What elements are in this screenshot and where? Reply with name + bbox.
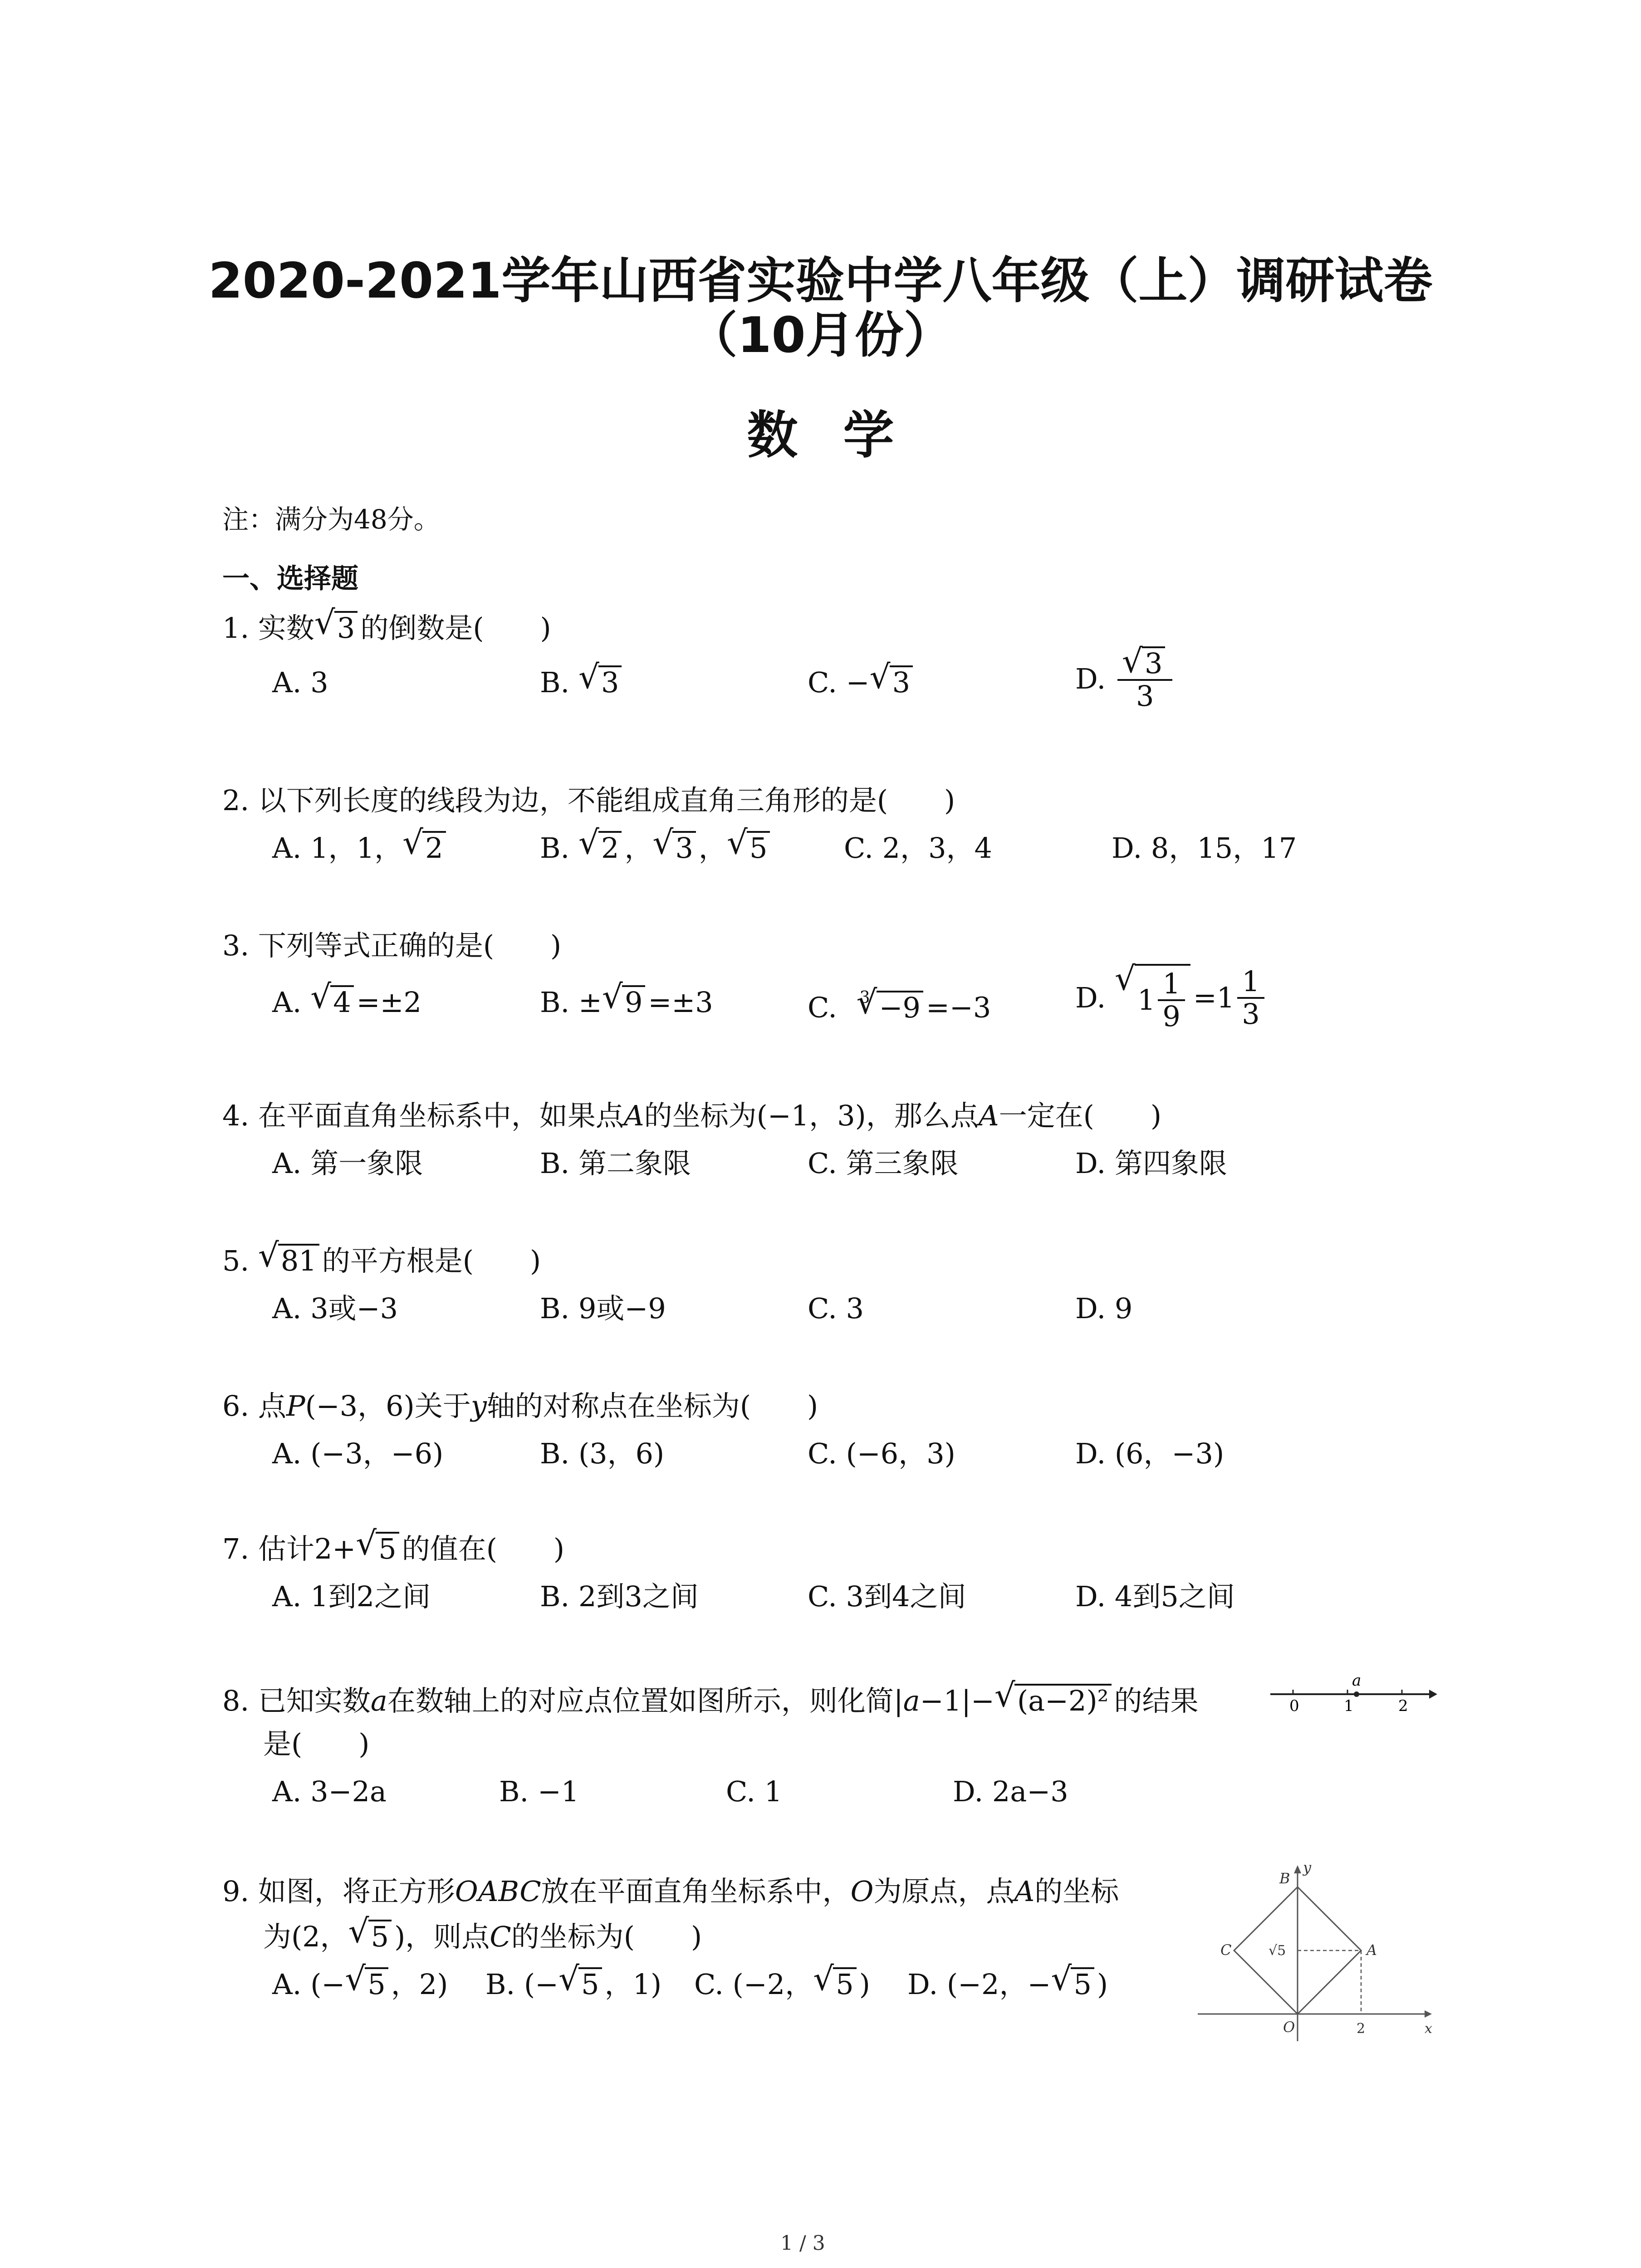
q8-stem-b: 在数轴上的对应点位置如图所示，则化简| (387, 1684, 903, 1717)
q3-d-numerator: 1 (1158, 968, 1185, 1001)
q3-option-a (272, 982, 421, 1023)
sqrt-symbol (727, 828, 770, 869)
label-a: A (1367, 1941, 1377, 1959)
question-7 (222, 1529, 564, 1569)
q8-stem-a: 8. 已知实数 (222, 1684, 371, 1717)
q1-option-b (540, 662, 624, 703)
q1-prefix: 1. 实数 (222, 611, 314, 645)
q9-stem-a: 9. 如图，将正方形 (222, 1875, 455, 1908)
q9-var: OABC (455, 1875, 541, 1908)
q3-d-label: D. (1075, 981, 1106, 1015)
q6-option-c: C. (−6，3) (808, 1437, 955, 1470)
q3-c-root-index: 3 (859, 988, 870, 1007)
q6-var: y (470, 1389, 487, 1422)
exam-title-month: （10月份） (688, 307, 953, 364)
q9-c-radicand: 5 (833, 1967, 856, 2000)
q9-option-a (272, 1964, 448, 2005)
sqrt-symbol (602, 982, 645, 1023)
q6-option-a: A. (−3，−6) (272, 1437, 444, 1470)
sqrt-symbol (578, 828, 622, 869)
q8-option-d: D. 2a−3 (953, 1775, 1068, 1808)
q9-var: O (850, 1875, 874, 1908)
q3-b-label: B. ± (540, 986, 602, 1019)
q9-stem-c: 为原点，点 (873, 1875, 1014, 1908)
q3-option-b (540, 982, 713, 1023)
sqrt-symbol (994, 1681, 1112, 1721)
sqrt-symbol (1115, 964, 1190, 1032)
q7-suffix: 的值在( ) (402, 1532, 565, 1565)
q4-stem-c: 一定在( ) (999, 1099, 1162, 1132)
q4-option-b: B. 第二象限 (540, 1147, 691, 1180)
arrow-icon (1429, 1690, 1437, 1699)
q2-b-separator: ， (698, 831, 727, 865)
subject-title: 数学 (747, 406, 940, 465)
fraction (1237, 966, 1264, 1030)
q7-radicand: 5 (376, 1532, 399, 1564)
q4-option-d: D. 第四象限 (1075, 1147, 1227, 1180)
q8-option-a: A. 3−2a (272, 1775, 387, 1808)
point-a (1354, 1691, 1359, 1697)
q2-a-radicand: 2 (422, 831, 446, 864)
q5-prefix: 5. (222, 1244, 250, 1277)
q9-option-c (694, 1964, 870, 2005)
q9-a-radicand: 5 (365, 1967, 388, 2000)
q5-option-d: D. 9 (1075, 1292, 1133, 1325)
label-2: 2 (1357, 2021, 1366, 2037)
q9-var: A (1014, 1875, 1035, 1908)
sqrt-symbol (348, 1916, 392, 1957)
q9-line2-c: 的坐标为( ) (511, 1920, 702, 1953)
q7-option-b: B. 2到3之间 (540, 1580, 699, 1613)
q6-option-b: B. (3，6) (540, 1437, 665, 1470)
q9-b-label: B. (− (485, 1968, 559, 2001)
q1-c-label: C. − (808, 666, 870, 699)
tick-label-1: 1 (1344, 1697, 1354, 1715)
sqrt-symbol (1051, 1964, 1094, 2005)
q8-stem-c: −1|− (920, 1684, 994, 1717)
q4-option-c: C. 第三象限 (808, 1147, 959, 1180)
q8-var: a (370, 1684, 387, 1717)
sqrt-symbol (345, 1964, 388, 2005)
sqrt-symbol (356, 1529, 399, 1569)
tick-label-0: 0 (1289, 1697, 1299, 1715)
sqrt-symbol (402, 828, 446, 869)
q3-d-denominator-2: 3 (1242, 997, 1260, 1031)
question-1 (222, 608, 551, 649)
label-c: C (1220, 1941, 1232, 1959)
q9-line2-a: 为(2， (263, 1920, 348, 1953)
q9-d-tail: ) (1097, 1968, 1108, 2001)
question-4 (222, 1095, 1161, 1136)
sqrt-symbol (813, 1964, 856, 2005)
q9-d-label: D. (−2，− (907, 1968, 1051, 2001)
q2-option-c: C. 2，3，4 (844, 831, 992, 865)
question-5 (222, 1241, 541, 1281)
q4-var: A (623, 1099, 644, 1132)
question-8-line2: 是( ) (263, 1727, 370, 1760)
arrow-icon (1425, 2010, 1432, 2018)
sqrt-symbol (652, 828, 696, 869)
q3-d-denominator: 9 (1162, 1000, 1181, 1033)
q1-d-denominator: 3 (1136, 679, 1154, 713)
label-root5: √5 (1269, 1943, 1286, 1959)
q7-option-d: D. 4到5之间 (1075, 1580, 1235, 1613)
q3-b-tail: =±3 (648, 986, 713, 1019)
question-3: 3. 下列等式正确的是( ) (222, 929, 562, 962)
section-heading: 一、选择题 (222, 563, 358, 595)
q2-option-b (540, 828, 773, 869)
sqrt-symbol (314, 608, 358, 649)
q2-option-d: D. 8，15，17 (1112, 831, 1297, 865)
exam-title: 2020-2021学年山西省实验中学八年级（上）调研试卷 (208, 253, 1433, 309)
fraction (1158, 968, 1185, 1032)
q9-c-tail: ) (859, 1968, 870, 2001)
q3-a-label: A. (272, 986, 302, 1019)
arrow-icon (1294, 1865, 1301, 1873)
q2-b-radicand-1: 2 (598, 831, 622, 864)
q3-a-tail: =±2 (356, 986, 422, 1019)
q1-c-radicand: 3 (890, 665, 913, 698)
q2-option-a (272, 828, 449, 869)
fraction (1117, 646, 1172, 712)
q9-line2-b: )，则点 (394, 1920, 490, 1953)
q1-option-d (1075, 646, 1175, 712)
q3-c-tail: =−3 (926, 991, 991, 1024)
q2-b-separator: ， (624, 831, 653, 865)
q1-b-radicand: 3 (598, 665, 622, 698)
q1-radicand: 3 (334, 611, 358, 644)
q3-d-equals: =1 (1193, 981, 1235, 1015)
page-number: 1 / 3 (780, 2232, 825, 2255)
label-b: B (1279, 1870, 1290, 1887)
label-y: y (1303, 1860, 1312, 1876)
q9-option-b (485, 1964, 661, 2005)
q8-radicand: (a−2)² (1014, 1684, 1112, 1716)
q7-option-a: A. 1到2之间 (272, 1580, 431, 1613)
q6-var: P (286, 1389, 305, 1422)
point-a-label: a (1352, 1672, 1362, 1690)
q6-option-d: D. (6，−3) (1075, 1437, 1225, 1470)
sqrt-symbol (310, 982, 353, 1023)
q3-c-radicand: −9 (877, 991, 923, 1023)
q3-a-radicand: 4 (330, 985, 353, 1018)
score-note: 注：满分为48分。 (222, 504, 440, 535)
q4-stem-b: 的坐标为(−1，3)，那么点 (644, 1099, 979, 1132)
q5-radicand: 81 (278, 1244, 319, 1276)
q9-option-d (907, 1964, 1108, 2005)
q2-a-label: A. 1，1， (272, 831, 403, 865)
q3-option-c (808, 982, 991, 1028)
q6-stem-b: (−3，6)关于 (305, 1389, 471, 1422)
q3-option-d (1075, 964, 1267, 1032)
sqrt-symbol (558, 1964, 602, 2005)
q8-option-b: B. −1 (499, 1775, 579, 1808)
sqrt-symbol (870, 662, 913, 703)
q9-a-label: A. (− (272, 1968, 345, 2001)
number-line-figure (1266, 1669, 1438, 1719)
q9-c-label: C. (−2， (694, 1968, 813, 2001)
tick-label-2: 2 (1398, 1697, 1408, 1715)
q3-b-radicand: 9 (622, 985, 645, 1018)
q3-d-whole: 1 (1137, 983, 1156, 1017)
q4-option-a: A. 第一象限 (272, 1147, 423, 1180)
q4-stem-a: 4. 在平面直角坐标系中，如果点 (222, 1099, 624, 1132)
q1-option-c (808, 662, 916, 703)
q3-c-label: C. (808, 991, 837, 1024)
question-6 (222, 1386, 818, 1427)
q5-suffix: 的平方根是( ) (322, 1244, 541, 1277)
q1-d-label: D. (1075, 662, 1106, 696)
q1-d-radicand: 3 (1142, 646, 1165, 679)
q4-var: A (978, 1099, 999, 1132)
q8-var: a (903, 1684, 920, 1717)
question-9 (222, 1871, 1119, 1912)
q9-d-radicand: 5 (1071, 1967, 1094, 2000)
q1-b-label: B. (540, 666, 570, 699)
label-o: O (1283, 2019, 1295, 2036)
q5-option-a: A. 3或−3 (272, 1292, 398, 1325)
q5-option-c: C. 3 (808, 1292, 864, 1325)
label-x: x (1425, 2021, 1432, 2037)
q1-suffix: 的倒数是( ) (360, 611, 551, 645)
q2-b-radicand-3: 5 (747, 831, 770, 864)
q9-b-tail: ，1) (604, 1968, 662, 2001)
q6-stem-c: 轴的对称点在坐标为( ) (486, 1389, 818, 1422)
q7-option-c: C. 3到4之间 (808, 1580, 966, 1613)
q8-option-c: C. 1 (726, 1775, 783, 1808)
cube-root-symbol (857, 987, 923, 1028)
q5-option-b: B. 9或−9 (540, 1292, 666, 1325)
q2-b-label: B. (540, 831, 570, 865)
sqrt-symbol (258, 1241, 319, 1281)
q1-option-a: A. 3 (272, 666, 328, 699)
question-9-line2 (263, 1916, 702, 1957)
q3-d-numerator-2: 1 (1237, 966, 1264, 999)
question-2: 2. 以下列长度的线段为边，不能组成直角三角形的是( ) (222, 784, 955, 817)
q9-stem-b: 放在平面直角坐标系中， (541, 1875, 851, 1908)
q9-a-tail: ，2) (391, 1968, 448, 2001)
sqrt-symbol (578, 662, 622, 703)
q9-radicand: 5 (368, 1920, 392, 1952)
q9-stem-d: 的坐标 (1034, 1875, 1119, 1908)
square-coordinate-figure (1189, 1860, 1434, 2050)
q9-var: C (490, 1920, 511, 1953)
q8-stem-d: 的结果 (1114, 1684, 1199, 1717)
q9-b-radicand: 5 (578, 1967, 602, 2000)
q7-prefix: 7. 估计2+ (222, 1532, 356, 1565)
sqrt-symbol (1122, 646, 1165, 679)
q2-b-radicand-2: 3 (672, 831, 696, 864)
question-8 (222, 1681, 1199, 1721)
q6-stem-a: 6. 点 (222, 1389, 286, 1422)
